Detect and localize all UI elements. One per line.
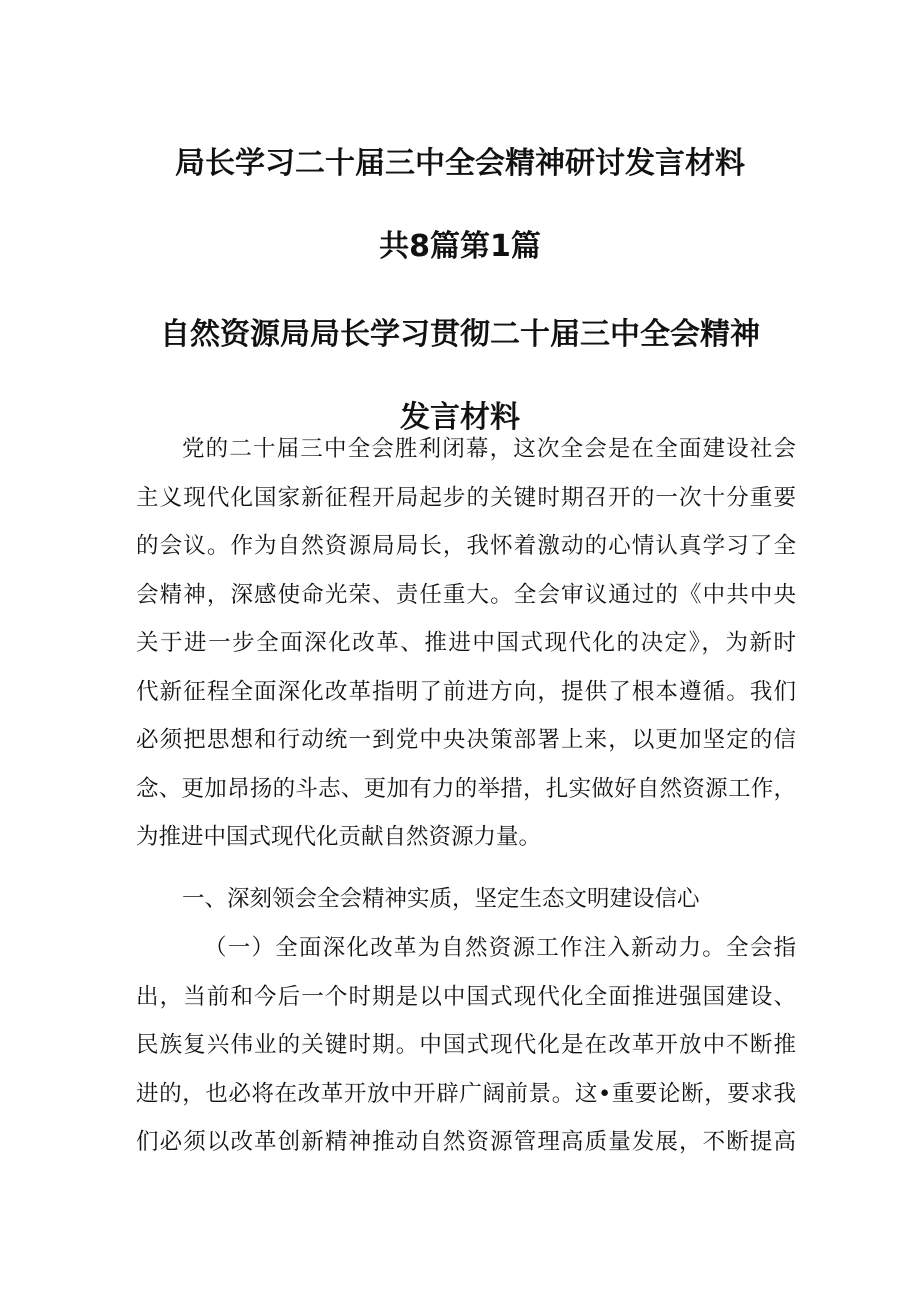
- paragraph-line: 民族复兴伟业的关键时期。中国式现代化是在改革开放中不断推: [136, 1032, 796, 1058]
- paragraph-line: （一）全面深化改革为自然资源工作注入新动力。全会指: [204, 935, 796, 961]
- paragraph-section-1-1: [136, 924, 796, 1167]
- paragraph-line: 们必须以改革创新精神推动自然资源管理高质量发展，不断提高: [136, 1129, 796, 1155]
- document-subtitle-line-2: 发言材料: [400, 400, 520, 435]
- paragraph-line: 的会议。作为自然资源局局长，我怀着激动的心情认真学习了全: [136, 533, 796, 559]
- paragraph-line: 进的，也必将在改革开放中开辟广阔前景。这•重要论断，要求我: [136, 1080, 796, 1107]
- paragraph-line: 党的二十届三中全会胜利闭幕，这次全会是在全面建设社会: [182, 436, 796, 462]
- document-subtitle-line-1: 自然资源局局长学习贯彻二十届三中全会精神: [160, 317, 760, 352]
- paragraph-line: 必须把思想和行动统一到党中央决策部署上来，以更加坚定的信: [136, 727, 796, 753]
- paragraph-line: 出，当前和今后一个时期是以中国式现代化全面推进强国建设、: [136, 983, 796, 1010]
- paragraph-line: 主义现代化国家新征程开局起步的关键时期召开的一次十分重要: [136, 484, 796, 511]
- section-heading-1: 一、深刻领会全会精神实质，坚定生态文明建设信心: [182, 886, 700, 912]
- paragraph-line: 为推进中国式现代化贡献自然资源力量。: [136, 824, 542, 850]
- paragraph-line: 念、更加昂扬的斗志、更加有力的举措，扎实做好自然资源工作，: [136, 775, 796, 802]
- paragraph-intro: [136, 425, 796, 862]
- paragraph-line: 代新征程全面深化改革指明了前进方向，提供了根本遵循。我们: [136, 678, 796, 705]
- document-title-line-1: 局长学习二十届三中全会精神研讨发言材料: [175, 146, 745, 181]
- document-title-line-2: 共8篇第1篇: [379, 229, 541, 264]
- paragraph-line: 会精神，深感使命光荣、责任重大。全会审议通过的《中共中央: [136, 581, 796, 608]
- paragraph-line: 关于进一步全面深化改革、推进中国式现代化的决定》，为新时: [136, 630, 796, 656]
